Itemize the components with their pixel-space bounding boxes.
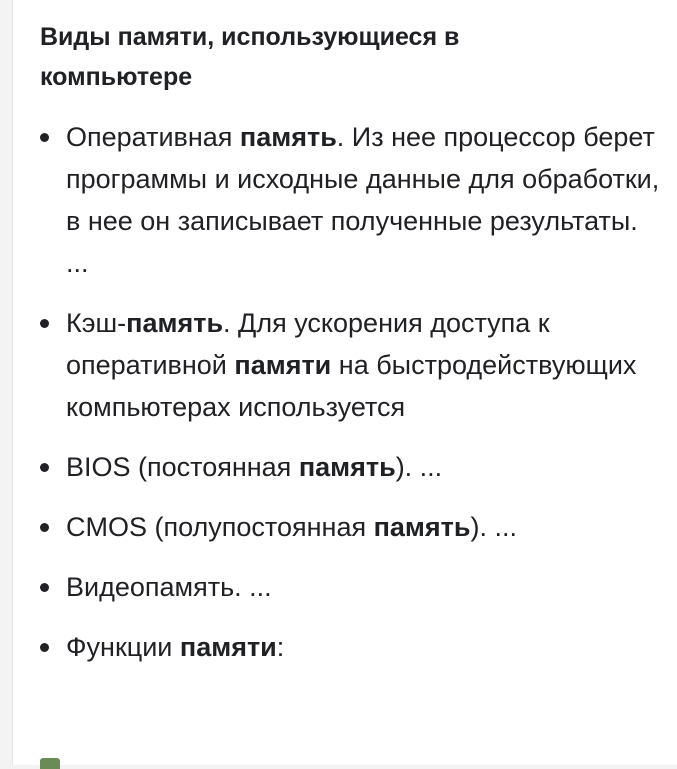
list-item [13,116,677,284]
bullet-icon [40,523,49,532]
text-part: CMOS (полупостоянная [66,512,374,542]
snippet-list [13,116,677,686]
text-part: Функции [66,632,180,662]
text-part: : [276,632,285,662]
highlight-term: памяти [234,350,332,380]
snippet-title: Виды памяти, использующиеся в компьютере [40,23,460,91]
text-part: . Из нее процессор берет программы и исходные данные для обработки, в нее он записывает полученные результаты. ... [66,122,660,278]
list-item [13,566,677,608]
bullet-icon [40,463,49,472]
list-item [13,446,677,488]
bullet-icon [40,319,49,328]
text-part: Видеопамять. ... [66,572,272,602]
bullet-icon [40,643,49,652]
highlight-term: память [373,512,471,542]
bullet-icon [40,133,49,142]
highlight-term: память [126,308,224,338]
text-part: Оперативная [66,122,240,152]
list-item [13,626,677,668]
text-part: на быстродействующих компьютерах используется [66,350,637,422]
bullet-icon [40,583,49,592]
highlight-term: памяти [179,632,277,662]
text-part: . Для ускорения доступа к оперативной [66,308,550,380]
text-part: BIOS (постоянная [66,452,299,482]
search-snippet-card [12,0,677,765]
list-item [13,302,677,428]
site-favicon-icon [40,758,60,769]
highlight-term: память [298,452,396,482]
text-part: ). ... [395,452,443,482]
text-part: Кэш- [66,308,127,338]
text-part: ). ... [470,512,517,542]
list-item [13,506,677,548]
highlight-term: память [239,122,337,152]
source-link[interactable] [40,755,460,769]
